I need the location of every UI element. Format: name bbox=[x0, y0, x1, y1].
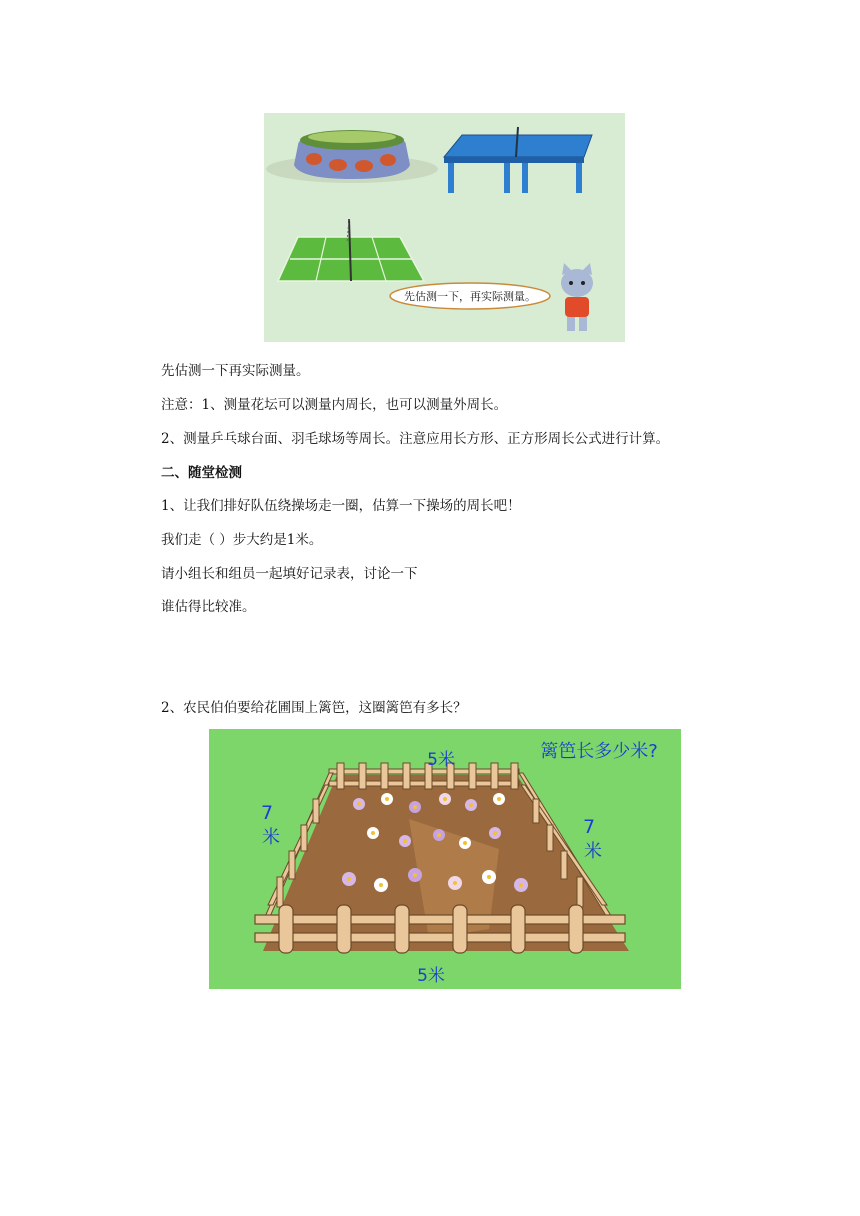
garden-fence-svg bbox=[209, 729, 681, 989]
exercise1-line3: 请小组长和组员一起填好记录表，讨论一下 bbox=[161, 566, 418, 582]
measurement-illustration bbox=[264, 113, 625, 342]
garden-fence-illustration bbox=[209, 729, 681, 989]
left-width-unit: 米 bbox=[262, 827, 280, 848]
paragraph-estimate: 先估测一下再实际测量。 bbox=[161, 363, 310, 379]
exercise2-question: 2、农民伯伯要给花圃围上篱笆，这圈篱笆有多长？ bbox=[161, 700, 467, 716]
right-width-unit: 米 bbox=[584, 841, 602, 862]
exercise1-line4: 谁估得比较准。 bbox=[161, 599, 256, 615]
speech-bubble-text: 先估测一下，再实际测量。 bbox=[404, 290, 536, 303]
exercise1-question: 1、让我们排好队伍绕操场走一圈，估算一下操场的周长吧！ bbox=[161, 498, 521, 514]
paragraph-note: 注意：1、测量花坛可以测量内周长，也可以测量外周长。 bbox=[161, 397, 508, 413]
left-width-number: 7 bbox=[260, 802, 274, 824]
top-length-label: 5米 bbox=[427, 750, 455, 770]
paragraph-formula: 2、测量乒乓球台面、羽毛球场等周长。注意应用长方形、正方形周长公式进行计算。 bbox=[161, 431, 670, 447]
exercise1-line2: 我们走（ ）步大约是1米。 bbox=[161, 532, 323, 548]
figure-title: 篱笆长多少米? bbox=[540, 741, 658, 762]
section-heading: 二、随堂检测 bbox=[161, 465, 242, 481]
speech-bubble bbox=[390, 283, 550, 309]
measurement-illustration-svg bbox=[264, 113, 625, 342]
bottom-length-label: 5米 bbox=[417, 966, 445, 986]
right-width-number: 7 bbox=[582, 816, 596, 838]
